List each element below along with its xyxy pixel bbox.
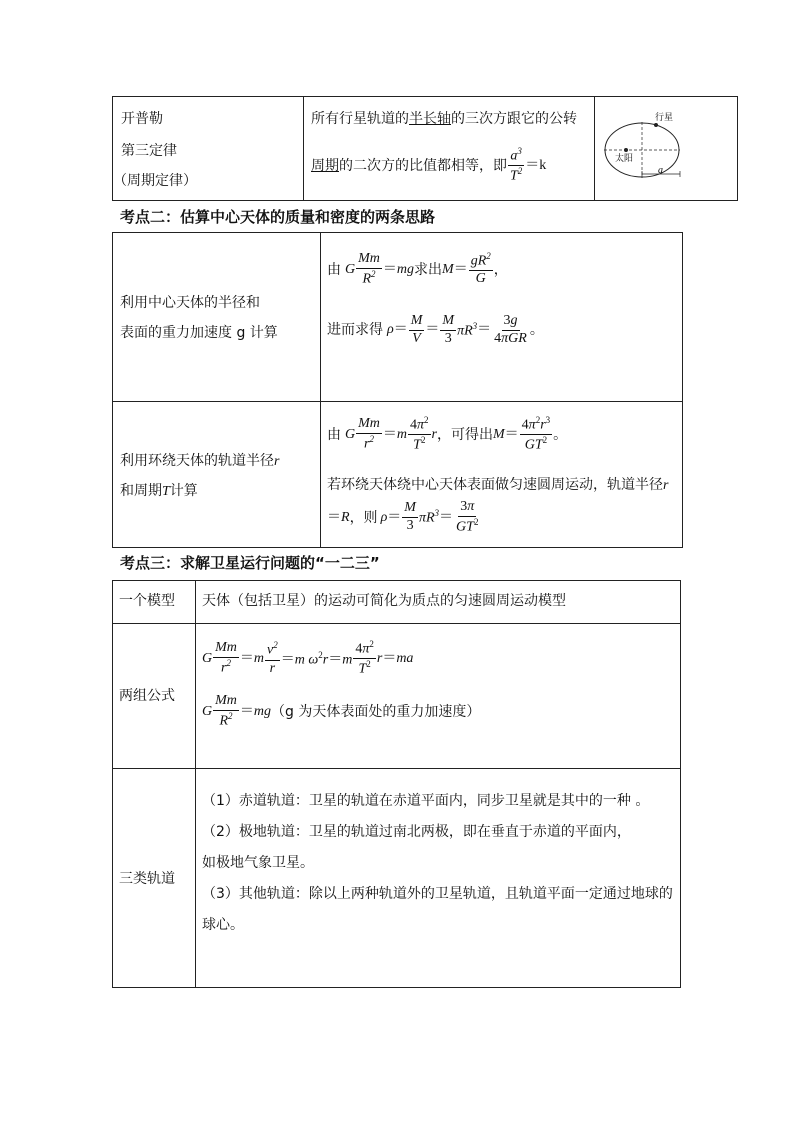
formula-group-1: G $\frac{Mm}{r^2}$ ＝m $\frac{v^2}{r}$ ＝m $\omega^2r=m$ $\frac{4\pi^2}{T^2}$ r＝ma bbox=[202, 639, 414, 677]
model-text: 天体（包括卫星）的运动可简化为质点的匀速圆周运动模型 bbox=[202, 593, 566, 609]
method2-label-line2: 和周期T计算 bbox=[120, 483, 198, 499]
section-heading-3: 考点三：求解卫星运行问题的“一二三” bbox=[120, 554, 380, 572]
planet-dot bbox=[654, 123, 658, 127]
method1-label-cell bbox=[113, 233, 321, 402]
orbit-type-other: （3）其他轨道：除以上两种轨道外的卫星轨道，且轨道平面一定通过地球的 bbox=[202, 886, 673, 902]
method1-label-line2: 表面的重力加速度 g 计算 bbox=[120, 325, 278, 341]
orbit-type-equatorial: （1）赤道轨道：卫星的轨道在赤道平面内，同步卫星就是其中的一种 。 bbox=[202, 793, 650, 809]
section-heading-2: 考点二：估算中心天体的质量和密度的两条思路 bbox=[120, 208, 436, 226]
model-label: 一个模型 bbox=[119, 593, 175, 609]
orbits-label: 三类轨道 bbox=[119, 871, 175, 887]
kepler-title-line1: 开普勒 bbox=[121, 111, 163, 127]
formulas-label: 两组公式 bbox=[119, 688, 175, 704]
kepler-law-line1: 所有行星轨道的半长轴的三次方跟它的公转 bbox=[311, 111, 577, 127]
method2-formula-line2: 若环绕天体绕中心天体表面做匀速圆周运动，轨道半径r bbox=[327, 477, 669, 493]
kepler-title-line3: （周期定律） bbox=[113, 173, 197, 189]
method2-formula-line3: ＝ R ，则 ρ ＝ $\frac{M}{3}$ $\pi R^3$ ＝ $\frac{3\pi}{GT^2}$ bbox=[327, 499, 479, 535]
kepler-law-line2: 周期 的二次方的比值都相等，即 $\frac{a^3}{T^2}$ ＝k bbox=[311, 146, 547, 184]
planet-label: 行星 bbox=[655, 113, 674, 123]
method1-label-line1: 利用中心天体的半径和 bbox=[120, 295, 260, 311]
sun-dot bbox=[624, 148, 628, 152]
method2-label-line1: 利用环绕天体的轨道半径r bbox=[120, 453, 280, 469]
orbit-type-polar: （2）极地轨道：卫星的轨道过南北两极，即在垂直于赤道的平面内， bbox=[202, 824, 631, 840]
sun-label: 太阳 bbox=[615, 154, 634, 164]
orbit-type-other-cont: 球心。 bbox=[202, 917, 244, 933]
orbit-type-polar-example: 如极地气象卫星。 bbox=[202, 855, 314, 871]
method1-formula-line2: 进而求得 ρ ＝ $\frac{M}{V}$ ＝ $\frac{M}{3}$ $\pi R^3$ ＝ $\frac{3g}{\text{4πGR}}$ 。 bbox=[327, 313, 544, 346]
kepler-title-line2: 第三定律 bbox=[121, 143, 177, 159]
kepler-ratio: $\frac{a^3}{T^2}$ bbox=[510, 146, 523, 184]
orbit-diagram bbox=[600, 108, 686, 188]
formula-group-2: G $\frac{Mm}{R^2}$ ＝mg （g 为天体表面处的重力加速度） bbox=[202, 693, 481, 729]
method1-formula-line1: 由 G $\frac{Mm}{R^2}$ ＝mg 求出 M ＝ $\frac{gR^2}{G}$ ， bbox=[327, 251, 508, 287]
method2-label-cell bbox=[113, 402, 321, 548]
method2-formula-line1: 由 G $\frac{Mm}{r^2}$ ＝m $\frac{4\pi^2}{T^2}$ r ，可得出 M ＝ $\frac{4\pi^2r^3}{GT^2}$ 。 bbox=[327, 415, 568, 453]
semi-major-axis-label: a bbox=[658, 165, 663, 176]
formula-group-2-note: （g 为天体表面处的重力加速度） bbox=[271, 703, 481, 720]
